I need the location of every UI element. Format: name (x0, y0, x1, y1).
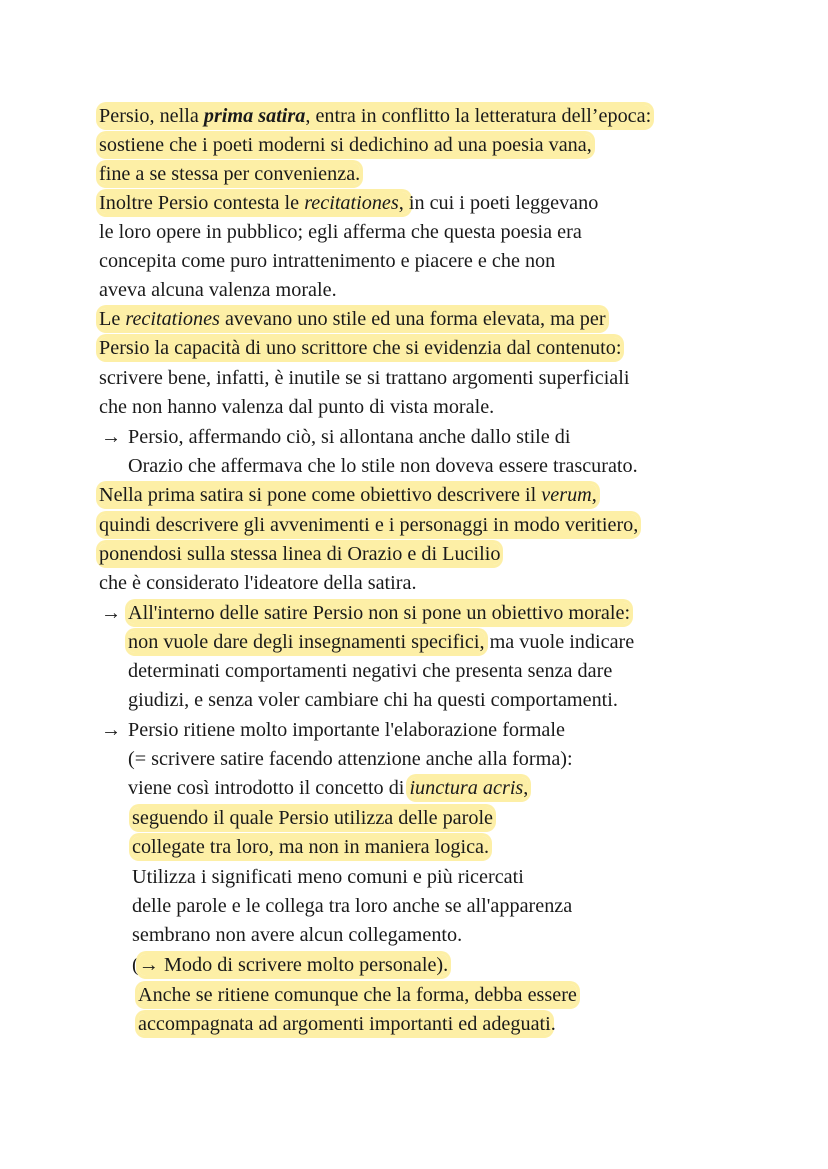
text-line (132, 833, 489, 861)
highlight: fine a se stessa per convenienza. (99, 163, 361, 185)
highlight: collegate tra loro, ma non in maniera logica. (132, 836, 490, 858)
text-line (101, 599, 630, 627)
highlight: quindi descrivere gli avvenimenti e i personaggi in modo veritiero, (99, 514, 639, 536)
highlight: Nella prima satira si pone come obiettivo descrivere il verum, (99, 484, 597, 506)
highlight: seguendo il quale Persio utilizza delle parole (132, 807, 494, 829)
text-line: (= scrivere satire facendo attenzione anche alla forma): (128, 748, 573, 770)
italic-term: verum (541, 484, 592, 506)
text-line (99, 481, 597, 509)
highlight: accompagnata ad argomenti importanti ed adeguati (138, 1013, 551, 1035)
text-line: Orazio che affermava che lo stile non doveva essere trascurato. (128, 455, 638, 477)
text-line: sembrano non avere alcun collegamento. (132, 924, 463, 946)
text-line (99, 160, 360, 188)
text-line: le loro opere in pubblico; egli afferma che questa poesia era (99, 221, 582, 243)
highlight: Persio la capacità di uno scrittore che si evidenzia dal contenuto: (99, 337, 622, 359)
text-line: (→ Modo di scrivere molto personale). (132, 954, 449, 976)
text-line: Inoltre Persio contesta le recitationes, in cui i poeti leggevano (99, 192, 599, 214)
text-line: determinati comportamenti negativi che presenta senza dare (128, 660, 613, 682)
text-line (99, 131, 592, 159)
text-line (99, 102, 651, 130)
text-line (99, 334, 621, 362)
text-line (99, 305, 606, 333)
highlight: Persio, nella prima satira, entra in conflitto la letteratura dell’epoca: (99, 105, 652, 127)
highlight: Anche se ritiene comunque che la forma, debba essere (138, 984, 577, 1006)
text-line (138, 981, 577, 1009)
arrow-right-icon: → (101, 719, 122, 741)
emphasis-term: prima satira (203, 105, 306, 127)
arrow-right-icon: → (138, 954, 159, 976)
text-line: non vuole dare degli insegnamenti specifici, ma vuole indicare (128, 631, 635, 653)
text-line: Utilizza i significati meno comuni e più ricercati (132, 866, 524, 888)
arrow-right-icon: → (101, 602, 122, 624)
highlight: Inoltre Persio contesta le recitationes, (99, 192, 409, 214)
text-line: accompagnata ad argomenti importanti ed adeguati. (138, 1013, 556, 1035)
text-line: aveva alcuna valenza morale. (99, 279, 337, 301)
text-line: che non hanno valenza dal punto di vista morale. (99, 396, 495, 418)
highlight: non vuole dare degli insegnamenti specifici, (128, 631, 485, 653)
highlight: iunctura acris, (409, 777, 529, 799)
text-line (99, 511, 638, 539)
highlight: sostiene che i poeti moderni si dedichino ad una poesia vana, (99, 134, 592, 156)
highlight: All'interno delle satire Persio non si pone un obiettivo morale: (128, 602, 631, 624)
italic-term: iunctura acris (409, 777, 524, 799)
text-line: giudizi, e senza voler cambiare chi ha questi comportamenti. (128, 689, 618, 711)
highlight: → Modo di scrivere molto personale). (138, 954, 449, 976)
italic-term: recitationes (125, 308, 220, 330)
text-line: → Persio ritiene molto importante l'elaborazione formale (101, 716, 565, 744)
highlight: ponendosi sulla stessa linea di Orazio e di Lucilio (99, 543, 501, 565)
text-line: viene così introdotto il concetto di iunctura acris, (128, 777, 529, 799)
text-line (99, 540, 500, 568)
arrow-right-icon: → (101, 426, 122, 448)
text-line: scrivere bene, infatti, è inutile se si trattano argomenti superficiali (99, 367, 630, 389)
text-line: delle parole e le collega tra loro anche se all'apparenza (132, 895, 573, 917)
text-line: → Persio, affermando ciò, si allontana anche dallo stile di (101, 423, 571, 451)
highlight: Le recitationes avevano uno stile ed una forma elevata, ma per (99, 308, 606, 330)
text-line: concepita come puro intrattenimento e piacere e che non (99, 250, 556, 272)
italic-term: recitationes (304, 192, 399, 214)
text-line: che è considerato l'ideatore della satira. (99, 572, 417, 594)
text-line (132, 804, 493, 832)
